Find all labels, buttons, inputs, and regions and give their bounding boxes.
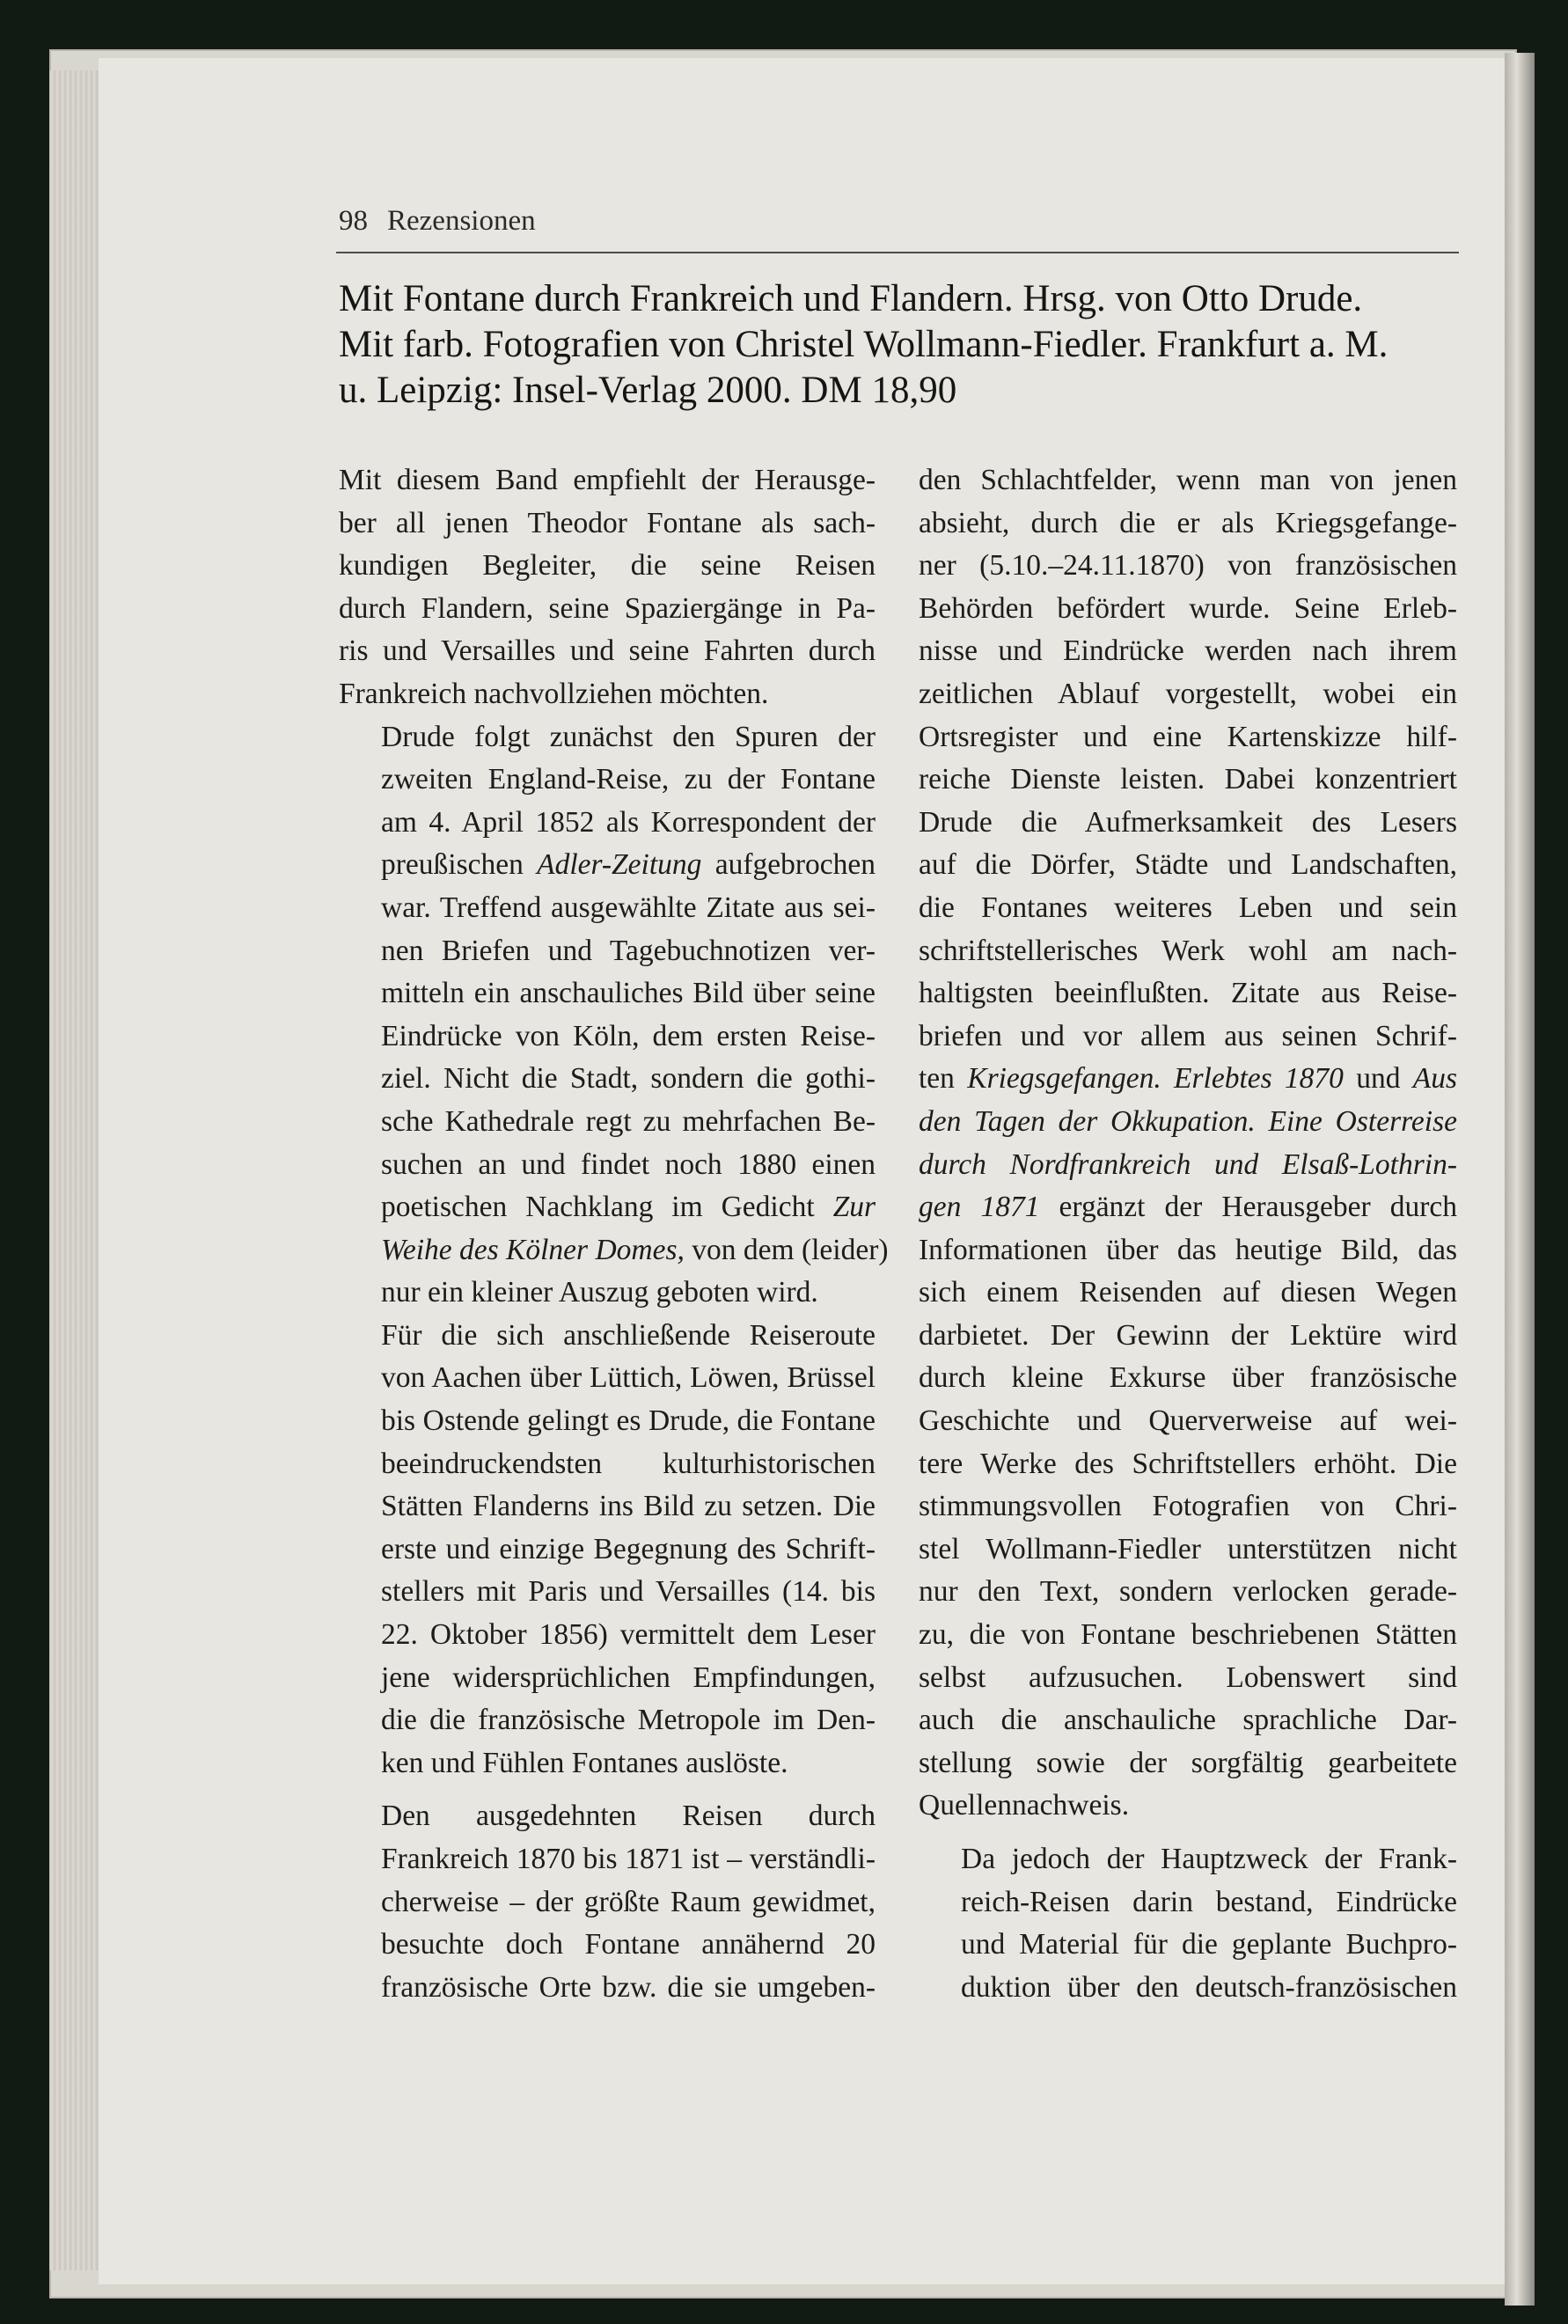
paragraph [339, 459, 876, 716]
text-line: schriftstellerisches Werk wohl am nach- [919, 934, 1457, 967]
text-line: suchen an und findet noch 1880 einen [381, 1147, 876, 1181]
text-run: aufgebrochen [701, 848, 876, 882]
text-run: preußischen [381, 848, 538, 882]
text-run: von dem (leider) [684, 1233, 889, 1266]
work-title: gen 1871 [919, 1191, 1040, 1224]
left-column [339, 459, 889, 2009]
facing-page-edge [1505, 53, 1535, 2306]
text-run: ergänzt der Herausgeber durch [1039, 1191, 1458, 1224]
text-line: mitteln ein anschauliches Bild über seine [381, 977, 876, 1010]
paragraph [919, 1838, 1457, 2009]
text-line: ris und Versailles und seine Fahrten durch [339, 634, 876, 668]
text-line: und Material für die geplante Buchpro- [961, 1928, 1457, 1961]
text-line: Frankreich nachvollziehen möchten. [339, 677, 769, 710]
text-line: reich-Reisen darin bestand, Eindrücke [961, 1885, 1457, 1918]
work-title: Aus [1412, 1062, 1457, 1096]
text-line: sich einem Reisenden auf diesen Wegen [919, 1276, 1457, 1309]
text-line: war. Treffend ausgewählte Zitate aus sei- [381, 891, 876, 924]
text-line: stel Wollmann-Fiedler unterstützen nicht [919, 1532, 1457, 1565]
text-line: stellers mit Paris und Versailles (14. bis [381, 1575, 876, 1609]
right-column [919, 459, 1457, 2009]
work-title: den Tagen der Okkupation. Eine Osterreise [919, 1104, 1457, 1138]
text-line: Quellennachweis. [919, 1789, 1130, 1822]
work-title: Kriegsgefangen. Erlebtes 1870 [967, 1062, 1344, 1096]
text-line [919, 1058, 1457, 1101]
text-line [339, 844, 876, 887]
text-line: die die französische Metropole im Den- [381, 1704, 876, 1737]
text-line: von Aachen über Lüttich, Löwen, Brüssel [381, 1361, 876, 1395]
title-line: Mit farb. Fotografien von Christel Wollmann-Fiedler. Frankfurt a. M. [339, 324, 1388, 365]
paragraph [339, 1795, 876, 2009]
text-line: Für die sich anschließende Reiseroute [381, 1318, 876, 1352]
text-line: durch Flandern, seine Spaziergänge in Pa- [339, 591, 876, 625]
text-line: französische Orte bzw. die sie umgeben- [381, 1970, 876, 2004]
paragraph [919, 459, 1457, 1828]
title-line: Mit Fontane durch Frankreich und Flandern. Hrsg. von Otto Drude. [339, 278, 1363, 319]
work-title: durch Nordfrankreich und Elsaß-Lothrin- [919, 1147, 1457, 1181]
text-line: selbst aufzusuchen. Lobenswert sind [919, 1661, 1457, 1694]
text-line: absieht, durch die er als Kriegsgefange- [919, 506, 1457, 539]
text-line: Eindrücke von Köln, dem ersten Reise- [381, 1019, 876, 1052]
text-line: Ortsregister und eine Kartenskizze hilf- [919, 720, 1457, 753]
text-run: und [1343, 1062, 1413, 1096]
text-line: reiche Dienste leisten. Dabei konzentriert [919, 763, 1457, 796]
text-line: ziel. Nicht die Stadt, sondern die gothi- [381, 1062, 876, 1096]
text-line: Stätten Flanderns ins Bild zu setzen. Die [381, 1490, 876, 1523]
text-line: die Fontanes weiteres Leben und sein [919, 891, 1457, 924]
text-line: beeindruckendsten kulturhistorischen [381, 1447, 876, 1480]
text-line: am 4. April 1852 als Korrespondent der [381, 805, 876, 839]
text-line: sche Kathedrale regt zu mehrfachen Be- [381, 1104, 876, 1138]
text-line: stellung sowie der sorgfältig gearbeitete [919, 1746, 1457, 1779]
text-line [919, 1186, 1457, 1229]
text-line: Drude folgt zunächst den Spuren der [381, 720, 876, 753]
text-line [339, 1229, 889, 1272]
text-line: den Schlachtfelder, wenn man von jenen [919, 464, 1457, 496]
text-line: ken und Fühlen Fontanes auslöste. [381, 1746, 788, 1779]
text-line: durch kleine Exkurse über französische [919, 1361, 1457, 1395]
text-line: Da jedoch der Hauptzweck der Frank- [961, 1843, 1457, 1875]
text-line: briefen und vor allem aus seinen Schrif- [919, 1019, 1457, 1052]
text-line: zeitlichen Ablauf vorgestellt, wobei ein [919, 677, 1457, 710]
text-line: stimmungsvollen Fotografien von Chri- [919, 1490, 1457, 1523]
text-line: nisse und Eindrücke werden nach ihrem [919, 634, 1457, 668]
text-line: nen Briefen und Tagebuchnotizen ver- [381, 934, 876, 967]
text-line: darbietet. Der Gewinn der Lektüre wird [919, 1318, 1457, 1352]
review-title [339, 276, 1474, 414]
running-head [339, 205, 1456, 238]
text-line: kundigen Begleiter, die seine Reisen [339, 549, 876, 583]
text-line: Informationen über das heutige Bild, das [919, 1233, 1457, 1266]
text-run: poetischen Nachklang im Gedicht [381, 1191, 833, 1224]
text-line: auf die Dörfer, Städte und Landschaften, [919, 848, 1457, 882]
text-line: zweiten England-Reise, zu der Fontane [381, 763, 876, 796]
text-line [919, 1144, 1457, 1187]
text-line: erste und einzige Begegnung des Schrift- [381, 1532, 876, 1565]
text-line: haltigsten beeinflußten. Zitate aus Reise- [919, 977, 1457, 1010]
title-line: u. Leipzig: Insel-Verlag 2000. DM 18,90 [339, 370, 957, 411]
text-line: nur ein kleiner Auszug geboten wird. [381, 1276, 818, 1309]
text-line: Geschichte und Querverweise auf wei- [919, 1404, 1457, 1438]
page-number: 98 [339, 205, 368, 237]
text-line: duktion über den deutsch-französischen [961, 1970, 1457, 2004]
work-title: Adler-Zeitung [537, 848, 702, 882]
text-line: Behörden befördert wurde. Seine Erleb- [919, 591, 1457, 625]
section-title: Rezensionen [387, 205, 536, 237]
text-line: tere Werke des Schriftstellers erhöht. Die [919, 1447, 1457, 1480]
text-line: Den ausgedehnten Reisen durch [381, 1800, 876, 1833]
text-line: 22. Oktober 1856) vermittelt dem Leser [381, 1618, 876, 1652]
paragraph [339, 1315, 876, 1785]
text-line: cherweise – der größte Raum gewidmet, [381, 1885, 876, 1918]
text-line: bis Ostende gelingt es Drude, die Fontane [381, 1404, 876, 1438]
text-line [919, 1101, 1457, 1144]
text-line: Frankreich 1870 bis 1871 ist – verständli- [381, 1843, 876, 1875]
text-line: Mit diesem Band empfiehlt der Herausge- [339, 464, 876, 496]
text-line: Drude die Aufmerksamkeit des Lesers [919, 805, 1457, 839]
work-title: Weihe des Kölner Domes, [381, 1233, 685, 1266]
paragraph [339, 716, 889, 1315]
text-line: ber all jenen Theodor Fontane als sach- [339, 506, 876, 539]
text-line: auch die anschauliche sprachliche Dar- [919, 1704, 1457, 1737]
text-line: ner (5.10.–24.11.1870) von französischen [919, 549, 1457, 583]
text-line: jene widersprüchlichen Empfindungen, [381, 1661, 876, 1694]
header-rule [336, 252, 1459, 253]
text-line: zu, die von Fontane beschriebenen Stätten [919, 1618, 1457, 1652]
text-line [339, 1186, 876, 1229]
text-line: besuchte doch Fontane annähernd 20 [381, 1928, 876, 1961]
text-line: nur den Text, sondern verlocken gerade- [919, 1575, 1457, 1609]
text-run: ten [919, 1062, 968, 1096]
work-title: Zur [832, 1191, 876, 1224]
